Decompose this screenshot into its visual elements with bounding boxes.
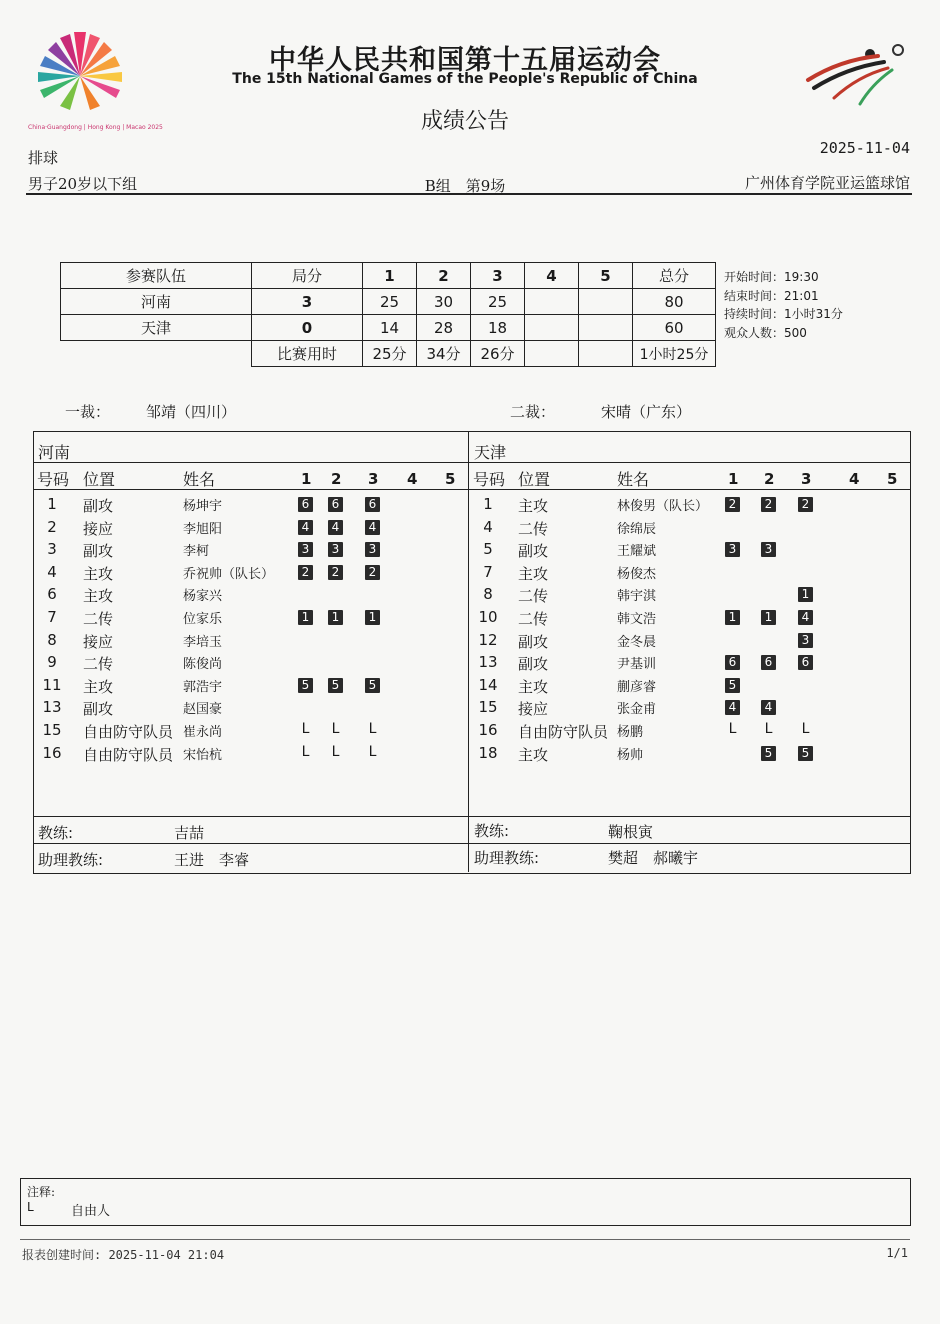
header-set-4: 4 <box>849 470 860 488</box>
page-title: 中华人民共和国第十五届运动会 <box>269 45 661 76</box>
set-duration <box>525 341 579 367</box>
libero-mark: L <box>801 721 810 737</box>
set-score: 30 <box>417 289 471 315</box>
header-set-1: 1 <box>728 470 739 488</box>
roster-line <box>33 462 911 463</box>
player-position: 副攻 <box>518 655 549 674</box>
player-number: 14 <box>478 675 498 694</box>
player-number: 13 <box>42 698 62 717</box>
libero-mark: L <box>331 743 340 760</box>
player-number: 2 <box>47 517 57 536</box>
player-position: 主攻 <box>83 587 114 606</box>
starting-position-badge: 6 <box>365 497 380 512</box>
notes-meaning: 自由人 <box>71 1204 111 1219</box>
header-name: 姓名 <box>617 470 650 489</box>
logo-caption: China·Guangdong | Hong Kong | Macao 2025 <box>28 124 163 131</box>
starting-position-badge: 1 <box>761 610 776 625</box>
player-position: 二传 <box>83 610 114 628</box>
player-name: 杨坤宇 <box>183 499 223 514</box>
player-name: 蒯彦睿 <box>617 679 657 695</box>
sets-won: 0 <box>252 315 363 341</box>
header-set-3: 3 <box>368 470 379 488</box>
player-name: 杨鹏 <box>617 725 644 740</box>
starting-position-badge: 3 <box>298 542 313 557</box>
player-number: 11 <box>42 675 62 694</box>
libero-mark: L <box>331 721 340 737</box>
notes-box <box>20 1178 911 1226</box>
score-row-team2 <box>61 315 716 341</box>
player-number: 7 <box>47 608 57 626</box>
header-set-2: 2 <box>764 470 775 488</box>
starting-position-badge: 1 <box>725 610 740 625</box>
player-number: 13 <box>478 653 498 672</box>
player-number: 16 <box>42 743 62 762</box>
player-position: 副攻 <box>83 700 114 719</box>
starting-position-badge: 4 <box>298 520 313 535</box>
player-position: 自由防守队员 <box>518 723 609 741</box>
team-a-name: 河南 <box>38 443 71 462</box>
score-header-team: 参赛队伍 <box>61 263 252 289</box>
score-table-header <box>61 263 716 289</box>
player-number: 4 <box>483 517 493 536</box>
starting-position-badge: 2 <box>365 565 380 580</box>
team-a-assistant-label: 助理教练: <box>38 851 104 869</box>
starting-position-badge: 3 <box>328 542 343 557</box>
starting-position-badge: 5 <box>798 746 813 761</box>
player-name: 杨俊杰 <box>617 566 657 582</box>
player-position: 副攻 <box>83 542 114 561</box>
player-number: 4 <box>47 562 57 581</box>
match-length: 持续时间：1小时31分 <box>724 307 843 321</box>
player-name: 李旭阳 <box>183 521 223 537</box>
set-score <box>525 289 579 315</box>
player-number: 6 <box>47 585 57 604</box>
duration-label: 比赛用时 <box>252 341 363 367</box>
score-header-set2: 2 <box>417 263 471 289</box>
player-name: 杨帅 <box>617 747 644 763</box>
player-position: 二传 <box>518 610 549 628</box>
total-points: 60 <box>633 315 716 341</box>
set-duration: 26分 <box>471 341 525 367</box>
header-set-5: 5 <box>445 470 456 488</box>
set-score: 14 <box>363 315 417 341</box>
notes-symbol: L <box>27 1200 34 1214</box>
set-score <box>525 315 579 341</box>
page-number: 1/1 <box>886 1246 908 1260</box>
player-name: 张金甫 <box>617 702 657 718</box>
player-number: 5 <box>483 540 493 559</box>
libero-mark: L <box>368 743 377 760</box>
starting-position-badge: 3 <box>725 542 740 557</box>
roster-divider <box>468 431 469 872</box>
team-b-coach-label: 教练: <box>474 822 510 840</box>
score-table <box>60 262 716 367</box>
starting-position-badge: 5 <box>761 746 776 761</box>
libero-mark: L <box>301 743 310 760</box>
set-score: 28 <box>417 315 471 341</box>
page-title-english: The 15th National Games of the People's Republic of China <box>232 71 698 87</box>
set-duration: 34分 <box>417 341 471 367</box>
starting-position-badge: 6 <box>761 655 776 670</box>
second-referee-label: 二裁： <box>510 403 556 421</box>
starting-position-badge: 3 <box>798 633 813 648</box>
header-set-2: 2 <box>331 470 342 488</box>
player-name: 赵国豪 <box>183 702 223 718</box>
team-b-assistants: 樊超 郝曦宇 <box>608 849 699 867</box>
player-name: 李柯 <box>183 544 210 560</box>
player-position: 主攻 <box>83 677 114 696</box>
player-position: 主攻 <box>83 564 114 583</box>
player-number: 1 <box>483 495 493 513</box>
attendance: 观众人数：500 <box>724 326 807 340</box>
player-name: 李培玉 <box>183 634 223 650</box>
player-position: 二传 <box>518 519 549 538</box>
player-name: 尹基训 <box>617 657 657 673</box>
starting-position-badge: 4 <box>365 520 380 535</box>
starting-position-badge: 4 <box>328 520 343 535</box>
score-header-set4: 4 <box>525 263 579 289</box>
player-number: 15 <box>42 721 62 739</box>
starting-position-badge: 6 <box>798 655 813 670</box>
sets-won: 3 <box>252 289 363 315</box>
player-name: 杨家兴 <box>183 589 223 605</box>
total-points: 80 <box>633 289 716 315</box>
player-name: 金冬晨 <box>617 634 657 650</box>
set-score: 18 <box>471 315 525 341</box>
player-number: 7 <box>483 562 493 581</box>
duration-row <box>61 341 716 367</box>
starting-position-badge: 2 <box>298 565 313 580</box>
starting-position-badge: 5 <box>298 678 313 693</box>
set-duration: 25分 <box>363 341 417 367</box>
header-set-1: 1 <box>301 470 312 488</box>
starting-position-badge: 3 <box>365 542 380 557</box>
set-score: 25 <box>471 289 525 315</box>
header-set-5: 5 <box>887 470 898 488</box>
player-name: 韩宇淇 <box>617 589 657 605</box>
second-referee: 宋晴（广东） <box>601 403 692 421</box>
starting-position-badge: 1 <box>365 610 380 625</box>
end-time: 结束时间：21:01 <box>724 289 819 303</box>
player-position: 自由防守队员 <box>83 745 174 764</box>
document-subtitle: 成绩公告 <box>420 109 509 134</box>
header-divider <box>26 193 912 195</box>
starting-position-badge: 1 <box>298 610 313 625</box>
team-name: 天津 <box>61 315 252 341</box>
set-score <box>579 315 633 341</box>
report-created-time: 报表创建时间: 2025-11-04 21:04 <box>22 1248 225 1262</box>
score-header-sets: 局分 <box>252 263 363 289</box>
player-number: 18 <box>478 743 498 762</box>
player-name: 王耀斌 <box>617 544 657 560</box>
team-a-coach: 吉喆 <box>174 824 205 842</box>
player-position: 主攻 <box>518 745 549 764</box>
player-number: 9 <box>47 653 57 672</box>
score-header-total: 总分 <box>633 263 716 289</box>
header-name: 姓名 <box>183 470 216 489</box>
notes-label: 注释: <box>27 1185 56 1199</box>
header-position: 位置 <box>83 470 116 489</box>
player-position: 主攻 <box>518 677 549 696</box>
team-a-coach-label: 教练: <box>38 824 74 842</box>
header-position: 位置 <box>518 470 551 489</box>
roster-line <box>33 489 911 490</box>
player-number: 3 <box>47 540 57 559</box>
starting-position-badge: 3 <box>761 542 776 557</box>
starting-position-badge: 5 <box>725 678 740 693</box>
player-number: 12 <box>478 630 498 649</box>
team-a-assistants: 王进 李睿 <box>174 851 250 869</box>
starting-position-badge: 5 <box>365 678 380 693</box>
player-position: 主攻 <box>518 564 549 583</box>
starting-position-badge: 4 <box>761 700 776 715</box>
report-date: 2025-11-04 <box>819 139 910 157</box>
player-number: 8 <box>47 630 57 649</box>
player-position: 副攻 <box>518 542 549 561</box>
player-position: 自由防守队员 <box>83 723 174 741</box>
player-position: 主攻 <box>518 497 549 515</box>
libero-mark: L <box>301 721 310 737</box>
player-position: 接应 <box>83 519 114 538</box>
starting-position-badge: 6 <box>328 497 343 512</box>
player-name: 位家乐 <box>183 612 223 627</box>
player-position: 二传 <box>83 655 114 674</box>
volleyball-pictogram-icon <box>800 40 912 110</box>
player-name: 崔永尚 <box>183 725 223 740</box>
player-number: 15 <box>478 698 498 717</box>
start-time: 开始时间：19:30 <box>724 270 819 284</box>
starting-position-badge: 1 <box>328 610 343 625</box>
score-header-set1: 1 <box>363 263 417 289</box>
roster-line <box>33 843 911 844</box>
footer-divider <box>20 1239 910 1240</box>
starting-position-badge: 2 <box>328 565 343 580</box>
player-name: 陈俊尚 <box>183 657 223 673</box>
score-row-team1 <box>61 289 716 315</box>
libero-mark: L <box>368 721 377 737</box>
header-number: 号码 <box>473 470 506 489</box>
venue: 广州体育学院亚运篮球馆 <box>744 174 910 192</box>
set-score <box>579 289 633 315</box>
starting-position-badge: 6 <box>725 655 740 670</box>
score-header-set5: 5 <box>579 263 633 289</box>
player-name: 乔祝帅（队长） <box>183 566 275 582</box>
player-name: 宋怡杭 <box>183 747 223 763</box>
starting-position-badge: 2 <box>725 497 740 512</box>
player-position: 副攻 <box>518 632 549 651</box>
starting-position-badge: 2 <box>761 497 776 512</box>
player-position: 二传 <box>518 587 549 606</box>
player-number: 8 <box>483 585 493 604</box>
header-set-4: 4 <box>407 470 418 488</box>
starting-position-badge: 2 <box>798 497 813 512</box>
player-name: 郭浩宇 <box>183 679 223 695</box>
header-set-3: 3 <box>801 470 812 488</box>
score-header-set3: 3 <box>471 263 525 289</box>
team-b-assistant-label: 助理教练: <box>474 849 540 867</box>
player-number: 1 <box>47 495 57 513</box>
first-referee-label: 一裁： <box>65 403 111 421</box>
header-number: 号码 <box>37 470 70 489</box>
player-name: 林俊男（队长） <box>617 499 709 514</box>
starting-position-badge: 4 <box>725 700 740 715</box>
sport-label: 排球 <box>28 149 59 167</box>
roster-line <box>33 816 911 817</box>
set-score: 25 <box>363 289 417 315</box>
first-referee: 邹靖（四川） <box>146 403 237 421</box>
set-duration <box>579 341 633 367</box>
player-name: 徐绵辰 <box>617 521 657 537</box>
player-name: 韩文浩 <box>617 612 657 627</box>
team-name: 河南 <box>61 289 252 315</box>
pool-match: B组 第9场 <box>424 177 506 195</box>
player-number: 16 <box>478 721 498 739</box>
starting-position-badge: 4 <box>798 610 813 625</box>
player-position: 接应 <box>83 632 114 651</box>
libero-mark: L <box>764 721 773 737</box>
libero-mark: L <box>728 721 737 737</box>
player-number: 10 <box>478 608 498 626</box>
games-logo <box>30 24 130 124</box>
starting-position-badge: 6 <box>298 497 313 512</box>
team-b-coach: 鞠根寅 <box>608 823 654 841</box>
event-group: 男子20岁以下组 <box>28 175 138 193</box>
starting-position-badge: 5 <box>328 678 343 693</box>
player-position: 副攻 <box>83 497 114 515</box>
team-b-name: 天津 <box>474 443 507 462</box>
player-position: 接应 <box>518 700 549 719</box>
total-duration: 1小时25分 <box>633 341 716 367</box>
starting-position-badge: 1 <box>798 587 813 602</box>
